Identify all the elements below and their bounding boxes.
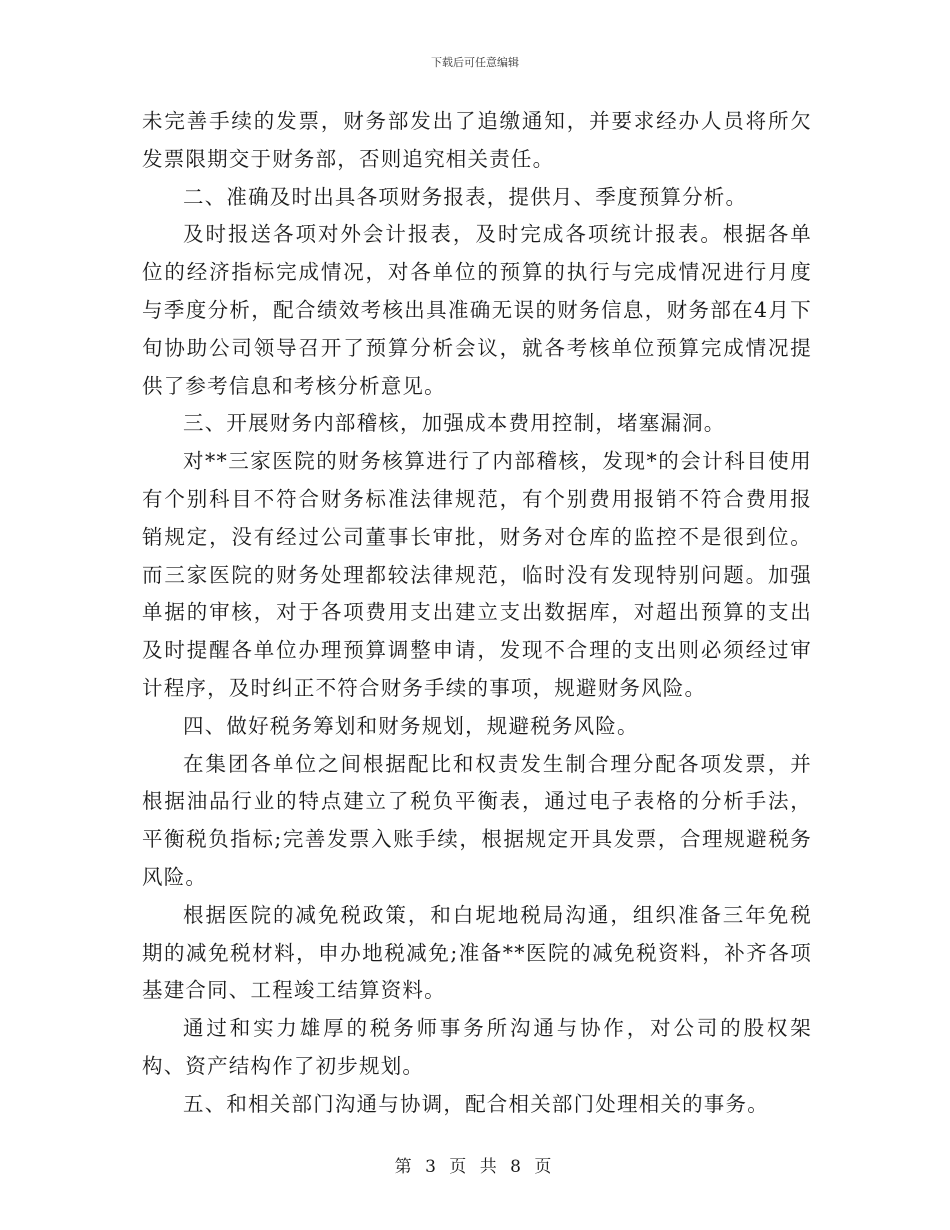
paragraph-8: 根据医院的减免税政策，和白坭地税局沟通，组织准备三年免税期的减免税材料，申办地税减免;准备**医院的减免税资料，补齐各项基建合同、工程竣工结算资料。 [142,902,812,1003]
paragraph-5: 对**三家医院的财务核算进行了内部稽核，发现*的会计科目使用有个别科目不符合财务标准法律规范，有个别费用报销不符合费用报销规定，没有经过公司董事长审批，财务对仓库的监控不是很到位。而三家医院的财务处理都较法律规范，临时没有发现特别问题。加强单据的审核，对于各项费用支出建立支出数据库，对超出预算的支出及时提醒各单位办理预算调整申请，发现不合理的支出则必须经过审计程序，及时纠正不符合财务手续的事项，规避财务风险。 [142,449,812,700]
page-number: 第 3 页 共 8 页 [394,1157,556,1177]
section-heading-2: 二、准确及时出具各项财务报表，提供月、季度预算分析。 [183,184,748,209]
download-note: 下载后可任意编辑 [431,56,519,69]
paragraph-9: 通过和实力雄厚的税务师事务所沟通与协作，对公司的股权架构、资产结构作了初步规划。 [142,1016,812,1078]
paragraph-3: 及时报送各项对外会计报表，及时完成各项统计报表。根据各单位的经济指标完成情况，对各单位的预算的执行与完成情况进行月度与季度分析，配合绩效考核出具准确无误的财务信息，财务部在4月下旬协助公司领导召开了预算分析会议，就各考核单位预算完成情况提供了参考信息和考核分析意见。 [142,222,812,398]
section-heading-4: 四、做好税务筹划和财务规划，规避税务风险。 [183,713,639,738]
section-heading-5: 五、和相关部门沟通与协调，配合相关部门处理相关的事务。 [183,1091,769,1116]
paragraph-1: 未完善手续的发票，财务部发出了追缴通知，并要求经办人员将所欠发票限期交于财务部，否则追究相关责任。 [142,109,812,171]
document-body [142,103,812,1124]
paragraph-7: 在集团各单位之间根据配比和权责发生制合理分配各项发票，并根据油品行业的特点建立了税负平衡表，通过电子表格的分析手法，平衡税负指标;完善发票入账手续，根据规定开具发票，合理规避税务风险。 [142,751,812,889]
section-heading-3: 三、开展财务内部稽核，加强成本费用控制，堵塞漏洞。 [183,411,726,436]
